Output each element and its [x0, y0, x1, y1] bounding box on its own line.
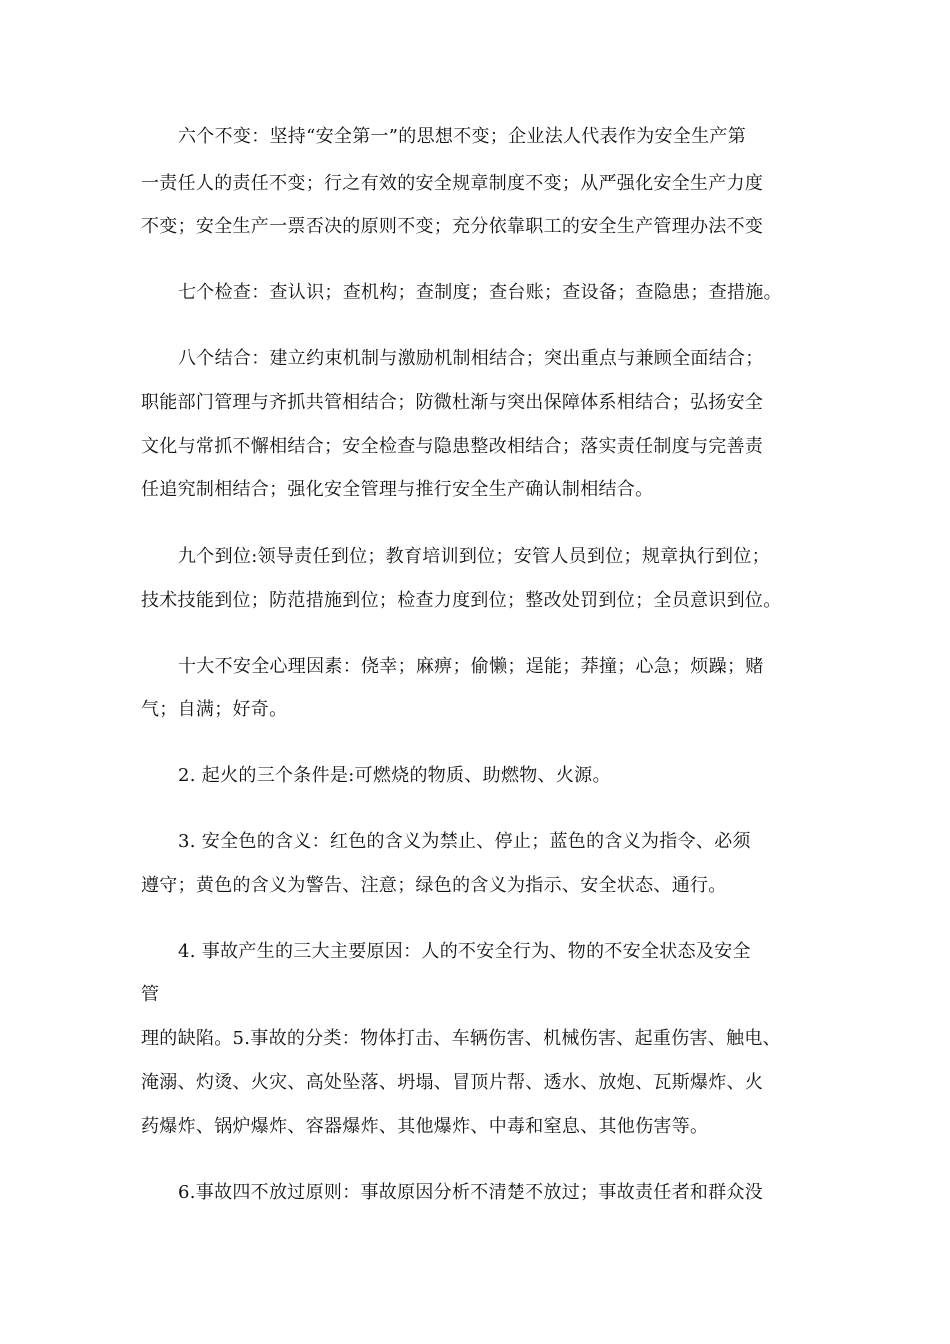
paragraph-ten-psych-factors-line-1: 十大不安全心理因素：侥幸；麻痹；偷懒；逞能；莽撞；心急；烦躁；赌	[178, 656, 764, 677]
paragraph-six-unchanged-line-1: 六个不变：坚持“安全第一”的思想不变；企业法人代表作为安全生产第	[178, 126, 747, 147]
paragraph-eight-combinations-line-3: 文化与常抓不懈相结合；安全检查与隐患整改相结合；落实责任制度与完善责	[141, 436, 764, 457]
paragraph-eight-combinations-line-4: 任追究制相结合；强化安全管理与推行安全生产确认制相结合。	[141, 479, 654, 500]
paragraph-six-unchanged-line-3: 不变；安全生产一票否决的原则不变；充分依靠职工的安全生产管理办法不变	[141, 216, 764, 237]
paragraph-seven-checks-line-1: 七个检查：查认识；查机构；查制度；查台账；查设备；查隐患；查措施。	[178, 282, 782, 303]
paragraph-eight-combinations-line-1: 八个结合：建立约束机制与激励机制相结合；突出重点与兼顾全面结合；	[178, 348, 764, 369]
paragraph-item-2-line-1: 2. 起火的三个条件是:可燃烧的物质、助燃物、火源。	[178, 765, 611, 786]
paragraph-nine-in-place-line-1: 九个到位:领导责任到位；教育培训到位；安管人员到位；规章执行到位；	[178, 546, 770, 567]
paragraph-nine-in-place-line-2: 技术技能到位；防范措施到位；检查力度到位；整改处罚到位；全员意识到位。	[141, 590, 782, 611]
paragraph-item-3-line-1: 3. 安全色的含义：红色的含义为禁止、停止；蓝色的含义为指令、必须	[178, 831, 751, 852]
paragraph-item-4-line-5: 药爆炸、锅炉爆炸、容器爆炸、其他爆炸、中毒和窒息、其他伤害等。	[141, 1116, 709, 1137]
paragraph-item-4-line-1: 4. 事故产生的三大主要原因：人的不安全行为、物的不安全状态及安全	[178, 941, 751, 962]
paragraph-eight-combinations-line-2: 职能部门管理与齐抓共管相结合；防微杜渐与突出保障体系相结合；弘扬安全	[141, 392, 764, 413]
paragraph-item-6-line-1: 6.事故四不放过原则：事故原因分析不清楚不放过；事故责任者和群众没	[178, 1182, 764, 1203]
paragraph-item-4-line-2: 管	[141, 984, 160, 1005]
paragraph-six-unchanged-line-2: 一责任人的责任不变；行之有效的安全规章制度不变；从严强化安全生产力度	[141, 173, 764, 194]
paragraph-item-4-line-4: 淹溺、灼烫、火灾、高处坠落、坍塌、冒顶片帮、透水、放炮、瓦斯爆炸、火	[141, 1072, 764, 1093]
paragraph-item-4-line-3: 理的缺陷。5.事故的分类：物体打击、车辆伤害、机械伤害、起重伤害、触电、	[141, 1028, 781, 1049]
paragraph-ten-psych-factors-line-2: 气；自满；好奇。	[141, 699, 288, 720]
paragraph-item-3-line-2: 遵守；黄色的含义为警告、注意；绿色的含义为指示、安全状态、通行。	[141, 875, 727, 896]
